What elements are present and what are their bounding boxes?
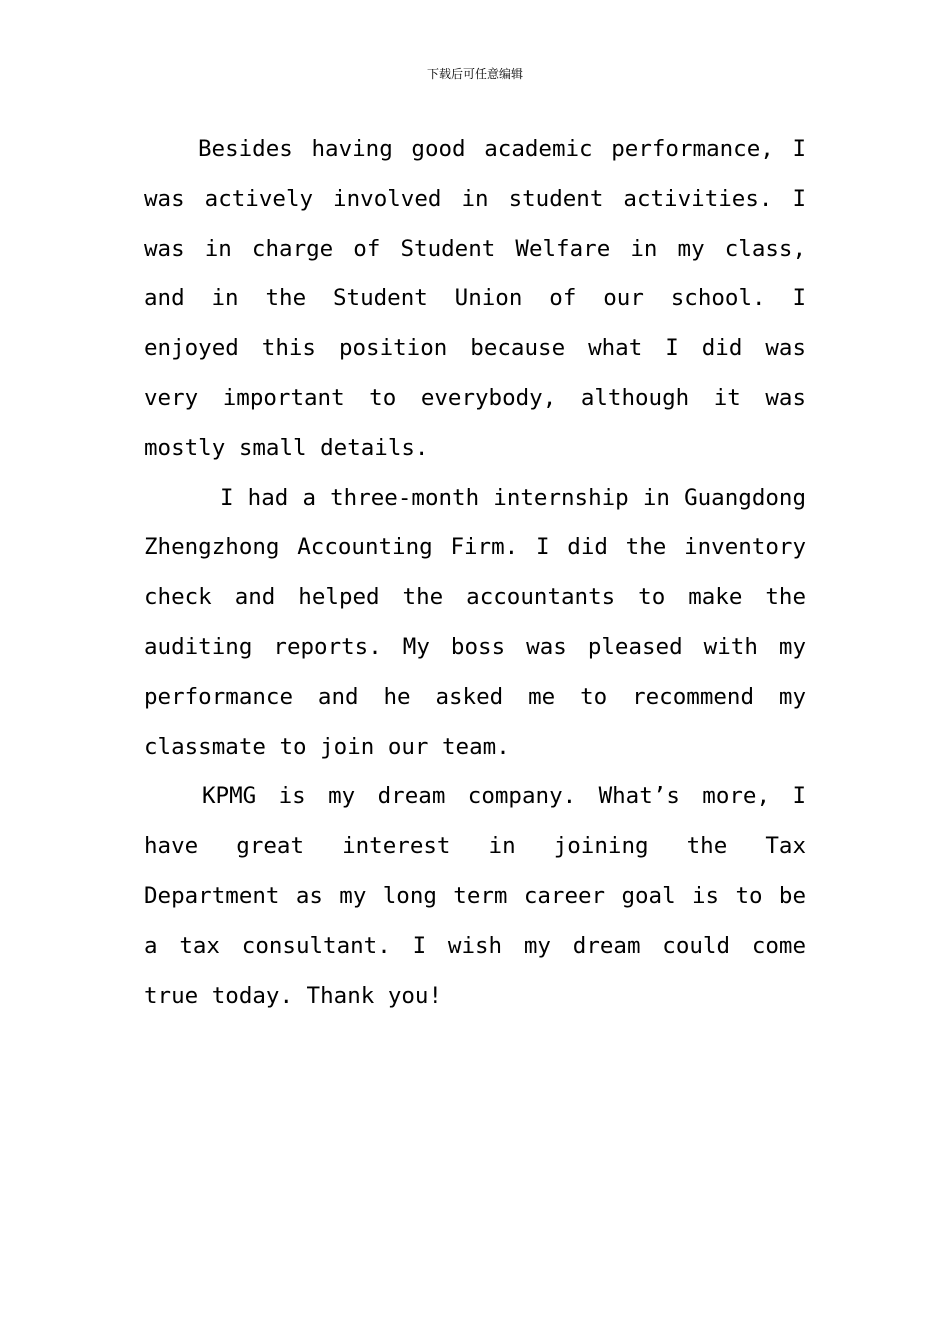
paragraph-internship: I had a three-month internship in Guangdong Zhengzhong Accounting Firm. I did the inventory check and helped the accountants to make the auditing reports. My boss was pleased with my performance and he asked me to recommend my classmate to join our team. bbox=[144, 484, 806, 760]
document-body bbox=[144, 125, 806, 1021]
paragraph-activities: Besides having good academic performance, I was actively involved in student activities. I was in charge of Student Welfare in my class, and in the Student Union of our school. I enjoyed this position because what I did was very important to everybody, although it was mostly small details. bbox=[144, 136, 806, 461]
paragraph-career-goal: KPMG is my dream company. What’s more, I have great interest in joining the Tax Department as my long term career goal is to be a tax consultant. I wish my dream could come true today. Thank you! bbox=[144, 783, 806, 1009]
page-header: 下载后可任意编辑 bbox=[426, 67, 523, 81]
